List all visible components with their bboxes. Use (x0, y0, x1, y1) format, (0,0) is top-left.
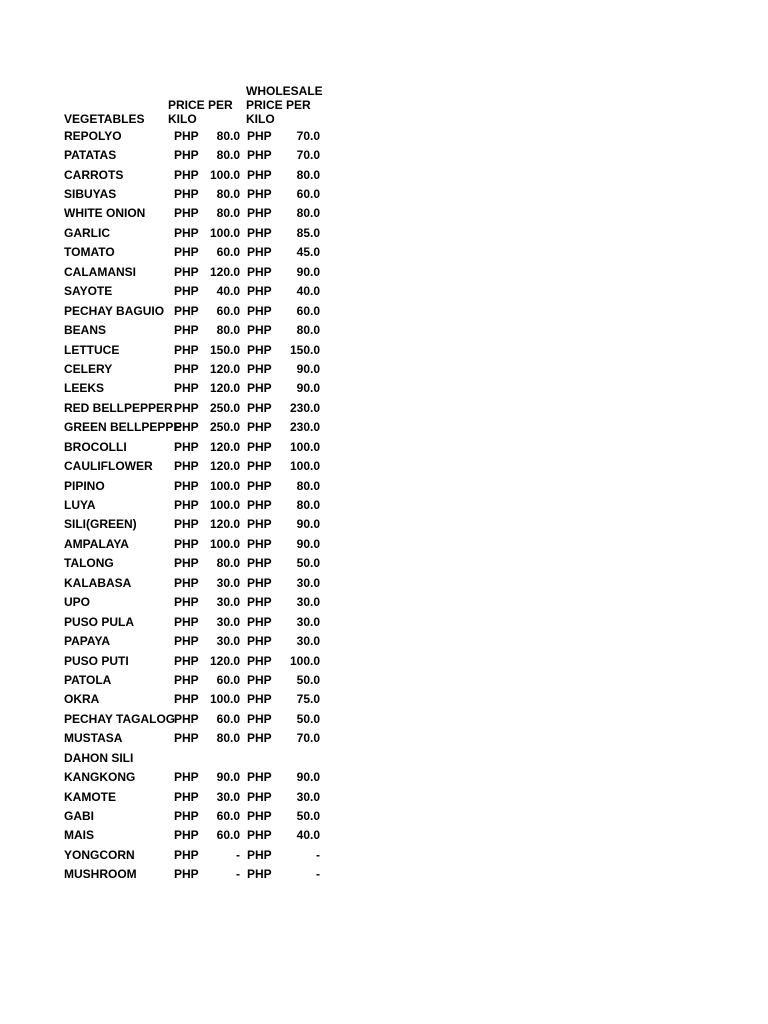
currency-label: PHP (174, 206, 199, 221)
vegetable-name: AMPALAYA (64, 536, 129, 551)
vegetable-name: PATOLA (64, 672, 112, 687)
price-per-kilo: 30.0 (216, 614, 240, 629)
vegetable-name: LEEKS (64, 381, 105, 396)
table-row (64, 262, 326, 281)
price-per-kilo: 90.0 (216, 770, 240, 785)
wholesale-price: 80.0 (296, 498, 320, 513)
currency-label: PHP (174, 342, 199, 357)
currency-label: PHP (174, 361, 199, 376)
currency-label: PHP (174, 536, 199, 551)
wholesale-price: 60.0 (296, 187, 320, 202)
table-row (64, 845, 326, 864)
table-row (64, 282, 326, 301)
header-vegetables: VEGETABLES (64, 112, 145, 126)
wholesale-currency-label: PHP (247, 556, 272, 571)
table-row (64, 865, 326, 884)
wholesale-price: 30.0 (296, 789, 320, 804)
table-row (64, 515, 326, 534)
wholesale-price: 75.0 (296, 692, 320, 707)
wholesale-price: 90.0 (296, 381, 320, 396)
currency-label: PHP (174, 225, 199, 240)
currency-label: PHP (174, 128, 199, 143)
table-row (64, 806, 326, 825)
table-row (64, 340, 326, 359)
currency-label: PHP (174, 614, 199, 629)
vegetable-name: TOMATO (64, 245, 115, 260)
vegetable-name: SAYOTE (64, 284, 113, 299)
price-per-kilo: 250.0 (209, 400, 240, 415)
currency-label: PHP (174, 575, 199, 590)
table-row (64, 748, 326, 767)
vegetable-name: MUSHROOM (64, 867, 137, 882)
currency-label: PHP (174, 284, 199, 299)
price-per-kilo: 250.0 (209, 420, 240, 435)
wholesale-price: - (316, 867, 320, 882)
vegetable-name: RED BELLPEPPER (64, 400, 173, 415)
vegetable-name: GABI (64, 809, 94, 824)
price-per-kilo: 100.0 (209, 478, 240, 493)
wholesale-price: 100.0 (289, 459, 320, 474)
wholesale-currency-label: PHP (247, 536, 272, 551)
wholesale-price: 150.0 (289, 342, 320, 357)
currency-label: PHP (174, 809, 199, 824)
table-row (64, 398, 326, 417)
price-per-kilo: 60.0 (216, 672, 240, 687)
wholesale-currency-label: PHP (247, 789, 272, 804)
currency-label: PHP (174, 245, 199, 260)
vegetable-name: OKRA (64, 692, 100, 707)
wholesale-currency-label: PHP (247, 809, 272, 824)
wholesale-currency-label: PHP (247, 303, 272, 318)
wholesale-currency-label: PHP (247, 614, 272, 629)
vegetable-name: MAIS (64, 828, 94, 843)
price-per-kilo: 120.0 (209, 459, 240, 474)
price-per-kilo: 80.0 (216, 556, 240, 571)
table-row (64, 767, 326, 786)
wholesale-price: 80.0 (296, 206, 320, 221)
table-row (64, 573, 326, 592)
table-row (64, 126, 326, 145)
price-per-kilo: - (236, 867, 240, 882)
vegetable-name: GARLIC (64, 225, 110, 240)
price-per-kilo: 30.0 (216, 595, 240, 610)
vegetable-name: LETTUCE (64, 342, 120, 357)
wholesale-currency-label: PHP (247, 692, 272, 707)
wholesale-currency-label: PHP (247, 634, 272, 649)
wholesale-currency-label: PHP (247, 672, 272, 687)
wholesale-currency-label: PHP (247, 128, 272, 143)
price-per-kilo: 80.0 (216, 206, 240, 221)
wholesale-price: 80.0 (296, 167, 320, 182)
wholesale-currency-label: PHP (247, 847, 272, 862)
table-row (64, 651, 326, 670)
price-per-kilo: 30.0 (216, 789, 240, 804)
wholesale-price: 80.0 (296, 478, 320, 493)
wholesale-price: 70.0 (296, 731, 320, 746)
vegetable-name: PUSO PUTI (64, 653, 129, 668)
vegetable-name: REPOLYO (64, 128, 122, 143)
wholesale-currency-label: PHP (247, 206, 272, 221)
wholesale-price: 230.0 (289, 400, 320, 415)
price-per-kilo: 80.0 (216, 187, 240, 202)
price-per-kilo: 60.0 (216, 828, 240, 843)
currency-label: PHP (174, 789, 199, 804)
table-row (64, 204, 326, 223)
vegetable-name: GREEN BELLPEPPE (64, 420, 182, 435)
price-per-kilo: 120.0 (209, 517, 240, 532)
currency-label: PHP (174, 847, 199, 862)
currency-label: PHP (174, 439, 199, 454)
wholesale-currency-label: PHP (247, 342, 272, 357)
wholesale-currency-label: PHP (247, 381, 272, 396)
wholesale-price: - (316, 847, 320, 862)
table-row (64, 243, 326, 262)
table-row (64, 593, 326, 612)
wholesale-price: 70.0 (296, 148, 320, 163)
vegetable-name: MUSTASA (64, 731, 123, 746)
wholesale-price: 80.0 (296, 323, 320, 338)
vegetable-name: LUYA (64, 498, 96, 513)
vegetable-name: BEANS (64, 323, 107, 338)
table-body (64, 126, 326, 884)
header-wholesale-price: WHOLESALE PRICE PER KILO (246, 84, 323, 126)
currency-label: PHP (174, 731, 199, 746)
currency-label: PHP (174, 556, 199, 571)
wholesale-currency-label: PHP (247, 770, 272, 785)
wholesale-currency-label: PHP (247, 420, 272, 435)
price-per-kilo: 120.0 (209, 439, 240, 454)
wholesale-price: 60.0 (296, 303, 320, 318)
table-row (64, 495, 326, 514)
currency-label: PHP (174, 187, 199, 202)
table-row (64, 359, 326, 378)
vegetable-name: CALAMANSI (64, 264, 136, 279)
wholesale-price: 100.0 (289, 439, 320, 454)
table-row (64, 554, 326, 573)
wholesale-currency-label: PHP (247, 517, 272, 532)
wholesale-price: 100.0 (289, 653, 320, 668)
currency-label: PHP (174, 264, 199, 279)
table-row (64, 534, 326, 553)
price-per-kilo: 80.0 (216, 128, 240, 143)
header-row (64, 81, 326, 126)
table-row (64, 456, 326, 475)
table-row (64, 184, 326, 203)
wholesale-price: 30.0 (296, 575, 320, 590)
wholesale-currency-label: PHP (247, 575, 272, 590)
wholesale-currency-label: PHP (247, 167, 272, 182)
vegetable-name: CARROTS (64, 167, 124, 182)
price-per-kilo: - (236, 847, 240, 862)
currency-label: PHP (174, 634, 199, 649)
price-per-kilo: 100.0 (209, 536, 240, 551)
price-per-kilo: 30.0 (216, 575, 240, 590)
price-per-kilo: 80.0 (216, 731, 240, 746)
wholesale-currency-label: PHP (247, 245, 272, 260)
vegetable-name: KANGKONG (64, 770, 136, 785)
currency-label: PHP (174, 167, 199, 182)
price-per-kilo: 40.0 (216, 284, 240, 299)
currency-label: PHP (174, 303, 199, 318)
wholesale-price: 30.0 (296, 634, 320, 649)
currency-label: PHP (174, 692, 199, 707)
wholesale-price: 40.0 (296, 284, 320, 299)
vegetable-name: UPO (64, 595, 91, 610)
price-per-kilo: 80.0 (216, 323, 240, 338)
wholesale-currency-label: PHP (247, 731, 272, 746)
currency-label: PHP (174, 672, 199, 687)
vegetable-name: PECHAY BAGUIO (64, 303, 165, 318)
price-per-kilo: 100.0 (209, 498, 240, 513)
wholesale-price: 30.0 (296, 595, 320, 610)
price-per-kilo: 60.0 (216, 245, 240, 260)
price-per-kilo: 60.0 (216, 809, 240, 824)
table-row (64, 379, 326, 398)
price-per-kilo: 30.0 (216, 634, 240, 649)
wholesale-price: 50.0 (296, 672, 320, 687)
wholesale-currency-label: PHP (247, 711, 272, 726)
table-row (64, 787, 326, 806)
wholesale-currency-label: PHP (247, 323, 272, 338)
table-row (64, 826, 326, 845)
wholesale-price: 90.0 (296, 361, 320, 376)
wholesale-price: 90.0 (296, 536, 320, 551)
vegetable-name: SILI(GREEN) (64, 517, 137, 532)
price-per-kilo: 120.0 (209, 361, 240, 376)
price-per-kilo: 100.0 (209, 225, 240, 240)
price-per-kilo: 60.0 (216, 303, 240, 318)
wholesale-currency-label: PHP (247, 595, 272, 610)
price-per-kilo: 80.0 (216, 148, 240, 163)
wholesale-currency-label: PHP (247, 187, 272, 202)
table-row (64, 145, 326, 164)
currency-label: PHP (174, 711, 199, 726)
price-per-kilo: 60.0 (216, 711, 240, 726)
currency-label: PHP (174, 323, 199, 338)
vegetable-name: PUSO PULA (64, 614, 135, 629)
vegetable-name: KALABASA (64, 575, 132, 590)
table-row (64, 670, 326, 689)
table-row (64, 729, 326, 748)
wholesale-currency-label: PHP (247, 264, 272, 279)
wholesale-currency-label: PHP (247, 361, 272, 376)
currency-label: PHP (174, 148, 199, 163)
vegetable-name: PATATAS (64, 148, 117, 163)
table-row (64, 612, 326, 631)
table-row (64, 320, 326, 339)
currency-label: PHP (174, 770, 199, 785)
vegetable-name: BROCOLLI (64, 439, 127, 454)
wholesale-price: 90.0 (296, 770, 320, 785)
wholesale-currency-label: PHP (247, 400, 272, 415)
vegetable-name: PAPAYA (64, 634, 111, 649)
table-row (64, 690, 326, 709)
wholesale-price: 45.0 (296, 245, 320, 260)
header-price-per-kilo: PRICE PER KILO (168, 98, 233, 126)
vegetable-name: PECHAY TAGALOG (64, 711, 176, 726)
price-per-kilo: 120.0 (209, 264, 240, 279)
price-table (64, 81, 326, 884)
price-per-kilo: 120.0 (209, 381, 240, 396)
price-per-kilo: 150.0 (209, 342, 240, 357)
price-per-kilo: 120.0 (209, 653, 240, 668)
vegetable-name: KAMOTE (64, 789, 116, 804)
currency-label: PHP (174, 867, 199, 882)
wholesale-price: 50.0 (296, 556, 320, 571)
table-row (64, 437, 326, 456)
currency-label: PHP (174, 420, 199, 435)
vegetable-name: PIPINO (64, 478, 105, 493)
currency-label: PHP (174, 595, 199, 610)
table-row (64, 418, 326, 437)
table-row (64, 631, 326, 650)
wholesale-currency-label: PHP (247, 284, 272, 299)
wholesale-currency-label: PHP (247, 478, 272, 493)
table-row (64, 165, 326, 184)
currency-label: PHP (174, 517, 199, 532)
currency-label: PHP (174, 828, 199, 843)
currency-label: PHP (174, 400, 199, 415)
currency-label: PHP (174, 381, 199, 396)
vegetable-name: WHITE ONION (64, 206, 146, 221)
vegetable-name: SIBUYAS (64, 187, 117, 202)
currency-label: PHP (174, 478, 199, 493)
vegetable-name: DAHON SILI (64, 750, 134, 765)
wholesale-currency-label: PHP (247, 498, 272, 513)
price-per-kilo: 100.0 (209, 167, 240, 182)
table-row (64, 709, 326, 728)
vegetable-name: CAULIFLOWER (64, 459, 153, 474)
wholesale-price: 40.0 (296, 828, 320, 843)
wholesale-currency-label: PHP (247, 148, 272, 163)
wholesale-currency-label: PHP (247, 828, 272, 843)
wholesale-currency-label: PHP (247, 653, 272, 668)
wholesale-price: 70.0 (296, 128, 320, 143)
wholesale-price: 90.0 (296, 517, 320, 532)
wholesale-currency-label: PHP (247, 439, 272, 454)
wholesale-currency-label: PHP (247, 225, 272, 240)
wholesale-price: 50.0 (296, 809, 320, 824)
table-row (64, 223, 326, 242)
vegetable-name: CELERY (64, 361, 113, 376)
wholesale-price: 50.0 (296, 711, 320, 726)
currency-label: PHP (174, 498, 199, 513)
vegetable-name: YONGCORN (64, 847, 135, 862)
wholesale-price: 230.0 (289, 420, 320, 435)
wholesale-price: 85.0 (296, 225, 320, 240)
wholesale-price: 30.0 (296, 614, 320, 629)
vegetable-name: TALONG (64, 556, 114, 571)
currency-label: PHP (174, 459, 199, 474)
currency-label: PHP (174, 653, 199, 668)
wholesale-currency-label: PHP (247, 867, 272, 882)
wholesale-price: 90.0 (296, 264, 320, 279)
price-per-kilo: 100.0 (209, 692, 240, 707)
wholesale-currency-label: PHP (247, 459, 272, 474)
table-row (64, 301, 326, 320)
table-row (64, 476, 326, 495)
